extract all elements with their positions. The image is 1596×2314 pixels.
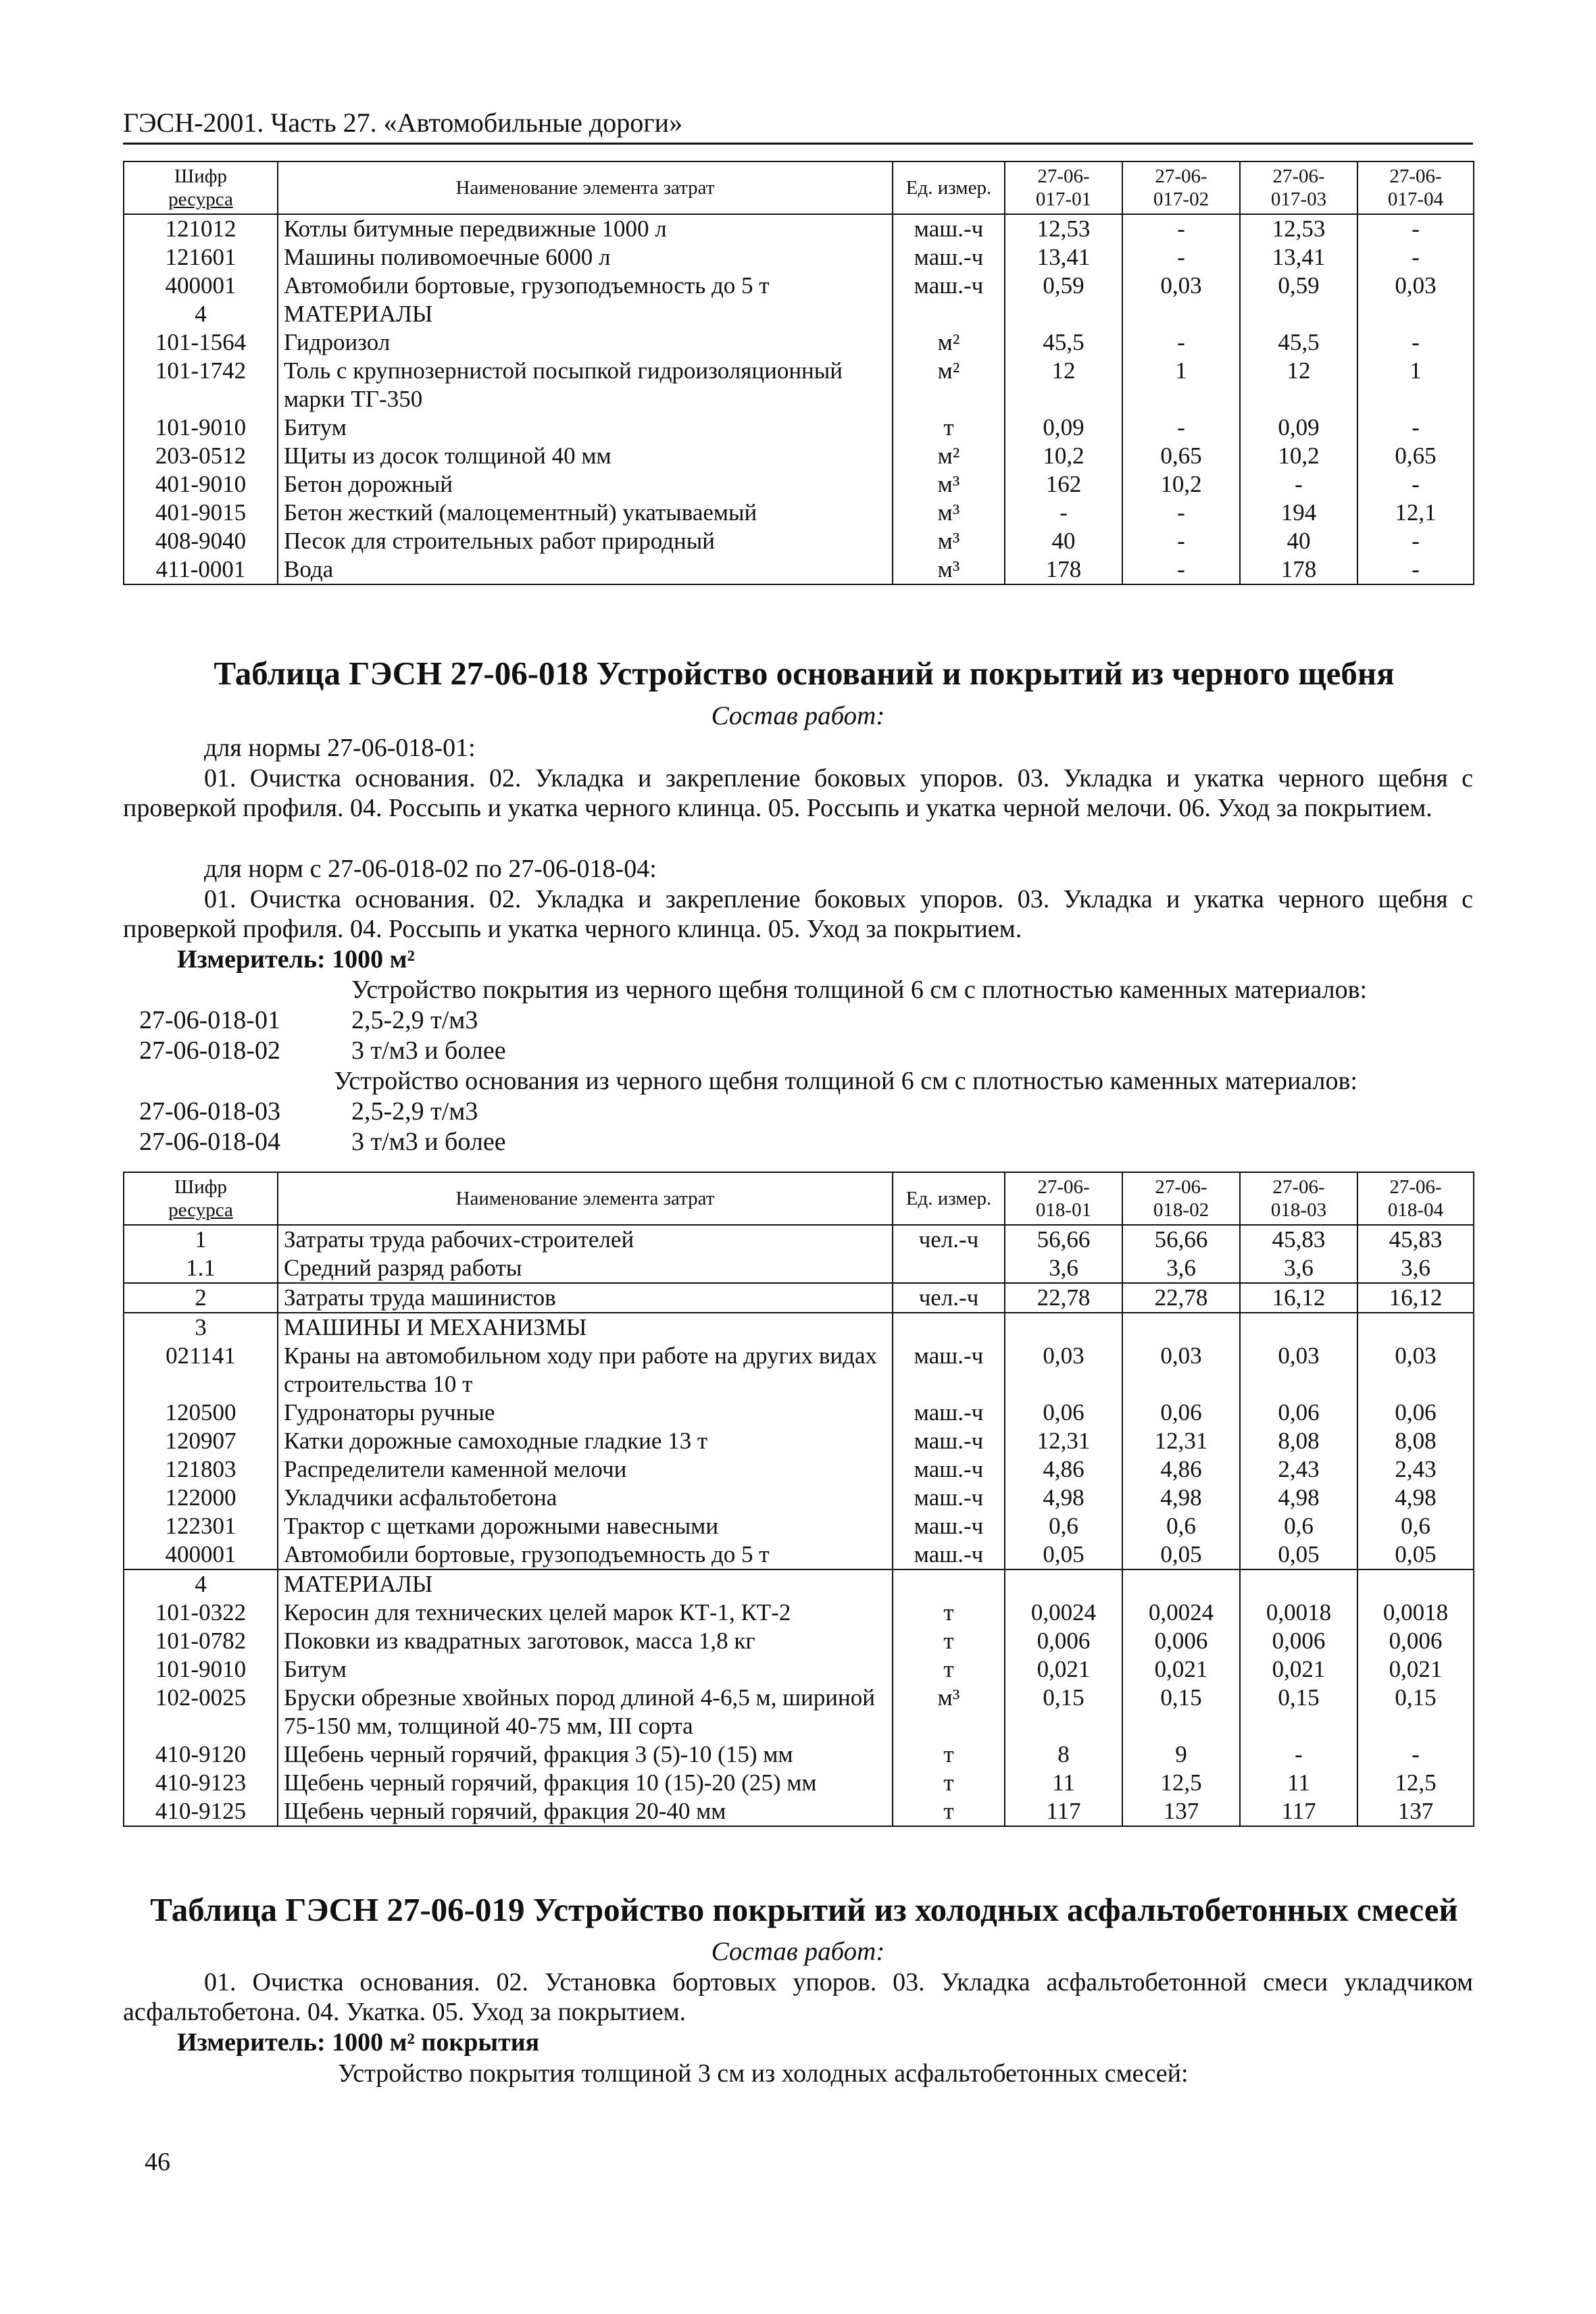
value-cell: 0,06 bbox=[1240, 1399, 1357, 1427]
value-cell: 0,021 bbox=[1122, 1655, 1240, 1684]
value-cell: 0,59 bbox=[1240, 272, 1357, 300]
unit-of-measure: Измеритель: 1000 м² покрытия bbox=[177, 2028, 540, 2057]
value-cell bbox=[1005, 1313, 1122, 1342]
resource-name-cell: Затраты труда машинистов bbox=[278, 1283, 893, 1313]
value-cell: 162 bbox=[1005, 470, 1122, 499]
value-cell: 0,65 bbox=[1357, 442, 1474, 470]
col-header-norm: 27-06- 018-04 bbox=[1357, 1172, 1474, 1225]
value-cell: 0,006 bbox=[1005, 1627, 1122, 1655]
value-cell: 4,98 bbox=[1240, 1484, 1357, 1512]
value-cell: - bbox=[1357, 555, 1474, 584]
value-cell: 12 bbox=[1005, 357, 1122, 413]
norm-code: 27-06-018-03 bbox=[139, 1097, 280, 1126]
unit-cell: т bbox=[893, 1655, 1005, 1684]
value-cell: 0,021 bbox=[1240, 1655, 1357, 1684]
value-cell: 0,6 bbox=[1357, 1512, 1474, 1540]
table-row bbox=[124, 1627, 1474, 1655]
value-cell: 0,021 bbox=[1005, 1655, 1122, 1684]
norm-group-heading: Устройство основания из черного щебня толщиной 6 см с плотностью каменных материалов: bbox=[334, 1067, 1357, 1095]
value-cell: 117 bbox=[1005, 1797, 1122, 1826]
resource-name-cell: Гидроизол bbox=[278, 328, 893, 357]
value-cell: 0,05 bbox=[1357, 1540, 1474, 1569]
table-row bbox=[124, 413, 1474, 442]
norm-description: 3 т/м3 и более bbox=[351, 1128, 506, 1156]
value-cell: 0,06 bbox=[1357, 1399, 1474, 1427]
page-number: 46 bbox=[145, 2148, 170, 2176]
value-cell: 137 bbox=[1357, 1797, 1474, 1826]
resource-name-cell: Битум bbox=[278, 413, 893, 442]
value-cell: - bbox=[1357, 328, 1474, 357]
resource-code-cell: 121601 bbox=[124, 243, 278, 272]
resource-code-cell: 121803 bbox=[124, 1455, 278, 1484]
value-cell: 45,5 bbox=[1005, 328, 1122, 357]
value-cell: 0,6 bbox=[1005, 1512, 1122, 1540]
resource-name-cell: Щебень черный горячий, фракция 10 (15)-20 (25) мм bbox=[278, 1769, 893, 1797]
resource-code-cell: 3 bbox=[124, 1313, 278, 1342]
table-row bbox=[124, 1427, 1474, 1455]
unit-cell: м² bbox=[893, 328, 1005, 357]
table-row bbox=[124, 1769, 1474, 1797]
value-cell: 40 bbox=[1005, 527, 1122, 555]
work-composition-text: 01. Очистка основания. 02. Установка бортовых упоров. 03. Укладка асфальтобетонной смеси укладчиком асфальтобетона. 04. Укатка. 05. Уход за покрытием. bbox=[123, 1968, 1473, 2026]
resource-code-cell: 203-0512 bbox=[124, 442, 278, 470]
value-cell: - bbox=[1357, 1740, 1474, 1769]
resource-name-cell: Поковки из квадратных заготовок, масса 1,8 кг bbox=[278, 1627, 893, 1655]
value-cell: 4,98 bbox=[1357, 1484, 1474, 1512]
value-cell: 1 bbox=[1122, 357, 1240, 413]
table-row bbox=[124, 1399, 1474, 1427]
resource-code-cell: 401-9015 bbox=[124, 499, 278, 527]
unit-cell: м² bbox=[893, 442, 1005, 470]
resource-name-cell: Гудронаторы ручные bbox=[278, 1399, 893, 1427]
resource-name-cell: Автомобили бортовые, грузоподъемность до 5 т bbox=[278, 1540, 893, 1569]
col-header-norm: 27-06- 018-02 bbox=[1122, 1172, 1240, 1225]
unit-cell: м³ bbox=[893, 470, 1005, 499]
resource-name-cell: Машины поливомоечные 6000 л bbox=[278, 243, 893, 272]
table-row bbox=[124, 1599, 1474, 1627]
unit-cell: т bbox=[893, 1797, 1005, 1826]
value-cell: 8,08 bbox=[1357, 1427, 1474, 1455]
value-cell bbox=[1005, 300, 1122, 328]
unit-cell: маш.-ч bbox=[893, 214, 1005, 243]
resource-code-cell: 2 bbox=[124, 1283, 278, 1313]
resource-code-cell: 121012 bbox=[124, 214, 278, 243]
table-row bbox=[124, 328, 1474, 357]
value-cell: 4,86 bbox=[1005, 1455, 1122, 1484]
table-row bbox=[124, 243, 1474, 272]
value-cell: 4,98 bbox=[1122, 1484, 1240, 1512]
table-header-row bbox=[124, 1172, 1474, 1225]
value-cell bbox=[1240, 1313, 1357, 1342]
value-cell: 0,05 bbox=[1005, 1540, 1122, 1569]
value-cell: 194 bbox=[1240, 499, 1357, 527]
unit-cell: чел.-ч bbox=[893, 1283, 1005, 1313]
table-row bbox=[124, 1684, 1474, 1740]
table-row bbox=[124, 272, 1474, 300]
value-cell bbox=[1122, 1569, 1240, 1599]
table-row bbox=[124, 1512, 1474, 1540]
table-row bbox=[124, 214, 1474, 243]
table-body bbox=[124, 1225, 1474, 1826]
value-cell: 10,2 bbox=[1240, 442, 1357, 470]
unit-cell: маш.-ч bbox=[893, 1399, 1005, 1427]
value-cell: 0,15 bbox=[1357, 1684, 1474, 1740]
resource-name-cell: Котлы битумные передвижные 1000 л bbox=[278, 214, 893, 243]
col-header-norm: 27-06- 018-01 bbox=[1005, 1172, 1122, 1225]
norm-group-heading: Устройство покрытия толщиной 3 см из холодных асфальтобетонных смесей: bbox=[338, 2059, 1189, 2088]
table-row bbox=[124, 442, 1474, 470]
value-cell: 0,05 bbox=[1240, 1540, 1357, 1569]
value-cell: 0,0018 bbox=[1240, 1599, 1357, 1627]
value-cell: 56,66 bbox=[1005, 1225, 1122, 1254]
resource-code-cell: 120907 bbox=[124, 1427, 278, 1455]
value-cell: 2,43 bbox=[1240, 1455, 1357, 1484]
resource-code-cell: 101-9010 bbox=[124, 413, 278, 442]
resource-code-cell: 410-9125 bbox=[124, 1797, 278, 1826]
resource-name-cell: Бруски обрезные хвойных пород длиной 4-6,5 м, шириной 75-150 мм, толщиной 40-75 мм, III сорта bbox=[278, 1684, 893, 1740]
value-cell: 12,5 bbox=[1357, 1769, 1474, 1797]
table-row bbox=[124, 1655, 1474, 1684]
value-cell: 0,03 bbox=[1357, 1342, 1474, 1399]
value-cell: 0,03 bbox=[1005, 1342, 1122, 1399]
value-cell: 0,03 bbox=[1240, 1342, 1357, 1399]
resource-code-cell: 101-0322 bbox=[124, 1599, 278, 1627]
value-cell: 12 bbox=[1240, 357, 1357, 413]
running-header-text: ГЭСН-2001. Часть 27. «Автомобильные дороги» bbox=[123, 107, 683, 138]
col-header-norm: 27-06- 017-03 bbox=[1240, 161, 1357, 214]
value-cell: 0,0018 bbox=[1357, 1599, 1474, 1627]
value-cell: 8,08 bbox=[1240, 1427, 1357, 1455]
value-cell: 13,41 bbox=[1240, 243, 1357, 272]
table-row bbox=[124, 357, 1474, 413]
value-cell bbox=[1005, 1569, 1122, 1599]
resource-code-cell: 411-0001 bbox=[124, 555, 278, 584]
norm-code: 27-06-018-04 bbox=[139, 1128, 280, 1156]
resource-code-cell: 102-0025 bbox=[124, 1684, 278, 1740]
value-cell: 4,86 bbox=[1122, 1455, 1240, 1484]
value-cell: - bbox=[1122, 413, 1240, 442]
work-composition-text: 01. Очистка основания. 02. Укладка и закрепление боковых упоров. 03. Укладка и укатка черного щебня с проверкой профиля. 04. Россыпь и укатка черного клинца. 05. Россыпь и укатка черной мелочи. 06. Уход за покрытием. bbox=[123, 764, 1473, 822]
norm-group-heading: Устройство покрытия из черного щебня толщиной 6 см с плотностью каменных материалов: bbox=[351, 976, 1368, 1004]
value-cell: 0,6 bbox=[1240, 1512, 1357, 1540]
col-header-norm: 27-06- 017-02 bbox=[1122, 161, 1240, 214]
table-title-018: Таблица ГЭСН 27-06-018 Устройство оснований и покрытий из черного щебня bbox=[214, 655, 1395, 692]
value-cell: 12,31 bbox=[1005, 1427, 1122, 1455]
resource-name-cell: Керосин для технических целей марок КТ-1, КТ-2 bbox=[278, 1599, 893, 1627]
resource-name-cell: Бетон дорожный bbox=[278, 470, 893, 499]
resource-table-018 bbox=[123, 1172, 1474, 1827]
unit-cell: т bbox=[893, 1769, 1005, 1797]
value-cell: 45,83 bbox=[1357, 1225, 1474, 1254]
resource-name-cell: МАТЕРИАЛЫ bbox=[278, 1569, 893, 1599]
value-cell: 0,006 bbox=[1122, 1627, 1240, 1655]
norm-code: 27-06-018-01 bbox=[139, 1006, 280, 1034]
value-cell: 0,09 bbox=[1005, 413, 1122, 442]
value-cell: 45,5 bbox=[1240, 328, 1357, 357]
value-cell: - bbox=[1357, 214, 1474, 243]
value-cell: 12,5 bbox=[1122, 1769, 1240, 1797]
resource-code-cell: 400001 bbox=[124, 1540, 278, 1569]
value-cell: - bbox=[1240, 1740, 1357, 1769]
running-header bbox=[123, 107, 1473, 145]
value-cell: 0,59 bbox=[1005, 272, 1122, 300]
table-row bbox=[124, 1342, 1474, 1399]
norm-code: 27-06-018-02 bbox=[139, 1036, 280, 1065]
unit-cell: м³ bbox=[893, 1684, 1005, 1740]
value-cell bbox=[1357, 300, 1474, 328]
unit-cell: маш.-ч bbox=[893, 1455, 1005, 1484]
unit-cell: маш.-ч bbox=[893, 243, 1005, 272]
unit-cell: м³ bbox=[893, 499, 1005, 527]
resource-name-cell: МАШИНЫ И МЕХАНИЗМЫ bbox=[278, 1313, 893, 1342]
resource-name-cell: Затраты труда рабочих-строителей bbox=[278, 1225, 893, 1254]
norm-description: 3 т/м3 и более bbox=[351, 1036, 506, 1065]
resource-code-cell: 401-9010 bbox=[124, 470, 278, 499]
value-cell: 45,83 bbox=[1240, 1225, 1357, 1254]
value-cell: 0,006 bbox=[1357, 1627, 1474, 1655]
value-cell: - bbox=[1122, 499, 1240, 527]
value-cell: - bbox=[1357, 527, 1474, 555]
value-cell: 1 bbox=[1357, 357, 1474, 413]
resource-code-cell: 408-9040 bbox=[124, 527, 278, 555]
unit-cell: т bbox=[893, 1599, 1005, 1627]
unit-cell: т bbox=[893, 1740, 1005, 1769]
resource-code-cell: 101-1742 bbox=[124, 357, 278, 413]
table-row bbox=[124, 1797, 1474, 1826]
unit-cell: маш.-ч bbox=[893, 1540, 1005, 1569]
value-cell: 3,6 bbox=[1357, 1254, 1474, 1283]
value-cell: 4,98 bbox=[1005, 1484, 1122, 1512]
unit-cell: чел.-ч bbox=[893, 1225, 1005, 1254]
value-cell: 0,65 bbox=[1122, 442, 1240, 470]
value-cell bbox=[1357, 1313, 1474, 1342]
unit-cell: м³ bbox=[893, 527, 1005, 555]
value-cell: 0,6 bbox=[1122, 1512, 1240, 1540]
value-cell: - bbox=[1357, 470, 1474, 499]
value-cell: - bbox=[1122, 555, 1240, 584]
value-cell: 0,0024 bbox=[1005, 1599, 1122, 1627]
resource-code-cell: 101-1564 bbox=[124, 328, 278, 357]
resource-code-cell: 101-0782 bbox=[124, 1627, 278, 1655]
value-cell: 16,12 bbox=[1357, 1283, 1474, 1313]
table-row bbox=[124, 1455, 1474, 1484]
value-cell: - bbox=[1122, 214, 1240, 243]
col-header-norm: 27-06- 018-03 bbox=[1240, 1172, 1357, 1225]
resource-code-cell: 120500 bbox=[124, 1399, 278, 1427]
norm-description: 2,5-2,9 т/м3 bbox=[351, 1006, 478, 1034]
resource-name-cell: Краны на автомобильном ходу при работе на других видах строительства 10 т bbox=[278, 1342, 893, 1399]
value-cell bbox=[1357, 1569, 1474, 1599]
value-cell: 12,31 bbox=[1122, 1427, 1240, 1455]
resource-name-cell: МАТЕРИАЛЫ bbox=[278, 300, 893, 328]
value-cell: 0,15 bbox=[1122, 1684, 1240, 1740]
resource-name-cell: Битум bbox=[278, 1655, 893, 1684]
unit-cell: маш.-ч bbox=[893, 1342, 1005, 1399]
table-row bbox=[124, 1254, 1474, 1283]
value-cell: 56,66 bbox=[1122, 1225, 1240, 1254]
value-cell: 137 bbox=[1122, 1797, 1240, 1826]
table-body bbox=[124, 214, 1474, 584]
value-cell: - bbox=[1357, 413, 1474, 442]
value-cell: 117 bbox=[1240, 1797, 1357, 1826]
resource-table-017 bbox=[123, 161, 1474, 585]
value-cell: 0,006 bbox=[1240, 1627, 1357, 1655]
col-header-name: Наименование элемента затрат bbox=[278, 161, 893, 214]
table-row bbox=[124, 1225, 1474, 1254]
col-header-norm: 27-06- 017-04 bbox=[1357, 161, 1474, 214]
resource-code-cell: 4 bbox=[124, 300, 278, 328]
value-cell: 11 bbox=[1240, 1769, 1357, 1797]
value-cell: - bbox=[1240, 470, 1357, 499]
value-cell: 0,06 bbox=[1005, 1399, 1122, 1427]
value-cell: 22,78 bbox=[1122, 1283, 1240, 1313]
resource-name-cell: Песок для строительных работ природный bbox=[278, 527, 893, 555]
resource-code-cell: 101-9010 bbox=[124, 1655, 278, 1684]
unit-cell: м³ bbox=[893, 555, 1005, 584]
unit-cell: маш.-ч bbox=[893, 1484, 1005, 1512]
value-cell: 3,6 bbox=[1005, 1254, 1122, 1283]
value-cell: - bbox=[1122, 328, 1240, 357]
value-cell: 3,6 bbox=[1122, 1254, 1240, 1283]
resource-name-cell: Укладчики асфальтобетона bbox=[278, 1484, 893, 1512]
value-cell: - bbox=[1122, 527, 1240, 555]
col-header-code: Шифр ресурса bbox=[124, 161, 278, 214]
table-row bbox=[124, 527, 1474, 555]
section-row bbox=[124, 1313, 1474, 1342]
value-cell bbox=[1240, 1569, 1357, 1599]
value-cell: 0,03 bbox=[1357, 272, 1474, 300]
section-row bbox=[124, 1569, 1474, 1599]
resource-code-cell: 122301 bbox=[124, 1512, 278, 1540]
norm-scope-label: для нормы 27-06-018-01: bbox=[204, 734, 476, 762]
value-cell: 0,09 bbox=[1240, 413, 1357, 442]
value-cell: 0,03 bbox=[1122, 1342, 1240, 1399]
unit-cell: т bbox=[893, 413, 1005, 442]
resource-name-cell: Щебень черный горячий, фракция 3 (5)-10 (15) мм bbox=[278, 1740, 893, 1769]
section-row bbox=[124, 300, 1474, 328]
value-cell: 0,06 bbox=[1122, 1399, 1240, 1427]
resource-code-cell: 4 bbox=[124, 1569, 278, 1599]
resource-code-cell: 400001 bbox=[124, 272, 278, 300]
col-header-code: Шифр ресурса bbox=[124, 1172, 278, 1225]
value-cell bbox=[1122, 1313, 1240, 1342]
resource-name-cell: Распределители каменной мелочи bbox=[278, 1455, 893, 1484]
value-cell bbox=[1240, 300, 1357, 328]
value-cell: 8 bbox=[1005, 1740, 1122, 1769]
value-cell: 2,43 bbox=[1357, 1455, 1474, 1484]
value-cell: 12,1 bbox=[1357, 499, 1474, 527]
value-cell: 22,78 bbox=[1005, 1283, 1122, 1313]
unit-cell: маш.-ч bbox=[893, 1512, 1005, 1540]
resource-name-cell: Катки дорожные самоходные гладкие 13 т bbox=[278, 1427, 893, 1455]
value-cell: - bbox=[1357, 243, 1474, 272]
value-cell: 12,53 bbox=[1240, 214, 1357, 243]
resource-name-cell: Щиты из досок толщиной 40 мм bbox=[278, 442, 893, 470]
work-composition-label: Состав работ: bbox=[711, 701, 885, 730]
resource-name-cell: Бетон жесткий (малоцементный) укатываемый bbox=[278, 499, 893, 527]
col-header-unit: Ед. измер. bbox=[893, 1172, 1005, 1225]
table-row bbox=[124, 555, 1474, 584]
norm-scope-label: для норм с 27-06-018-02 по 27-06-018-04: bbox=[204, 855, 657, 883]
value-cell: - bbox=[1005, 499, 1122, 527]
resource-code-cell: 122000 bbox=[124, 1484, 278, 1512]
value-cell: 178 bbox=[1240, 555, 1357, 584]
table-row bbox=[124, 499, 1474, 527]
value-cell: 0,15 bbox=[1005, 1684, 1122, 1740]
value-cell: 178 bbox=[1005, 555, 1122, 584]
resource-code-cell: 1 bbox=[124, 1225, 278, 1254]
table-row bbox=[124, 1283, 1474, 1313]
value-cell: 40 bbox=[1240, 527, 1357, 555]
resource-name-cell: Трактор с щетками дорожными навесными bbox=[278, 1512, 893, 1540]
resource-name-cell: Толь с крупнозернистой посыпкой гидроизоляционный марки ТГ-350 bbox=[278, 357, 893, 413]
table-header-row bbox=[124, 161, 1474, 214]
unit-cell bbox=[893, 300, 1005, 328]
table-row bbox=[124, 1540, 1474, 1569]
value-cell: 0,021 bbox=[1357, 1655, 1474, 1684]
value-cell: 0,15 bbox=[1240, 1684, 1357, 1740]
work-composition-text: 01. Очистка основания. 02. Укладка и закрепление боковых упоров. 03. Укладка и укатка черного щебня с проверкой профиля. 04. Россыпь и укатка черного клинца. 05. Уход за покрытием. bbox=[123, 885, 1473, 943]
work-composition-label: Состав работ: bbox=[711, 1937, 885, 1966]
unit-of-measure: Измеритель: 1000 м² bbox=[177, 945, 415, 974]
resource-code-cell: 410-9120 bbox=[124, 1740, 278, 1769]
value-cell: 0,05 bbox=[1122, 1540, 1240, 1569]
table-row bbox=[124, 470, 1474, 499]
value-cell: 0,0024 bbox=[1122, 1599, 1240, 1627]
resource-code-cell: 021141 bbox=[124, 1342, 278, 1399]
value-cell: - bbox=[1122, 243, 1240, 272]
table-title-019: Таблица ГЭСН 27-06-019 Устройство покрытий из холодных асфальтобетонных смесей bbox=[150, 1891, 1458, 1928]
unit-cell bbox=[893, 1313, 1005, 1342]
unit-cell bbox=[893, 1569, 1005, 1599]
unit-cell: маш.-ч bbox=[893, 1427, 1005, 1455]
unit-cell: т bbox=[893, 1627, 1005, 1655]
unit-cell: маш.-ч bbox=[893, 272, 1005, 300]
value-cell: 11 bbox=[1005, 1769, 1122, 1797]
col-header-unit: Ед. измер. bbox=[893, 161, 1005, 214]
value-cell bbox=[1122, 300, 1240, 328]
value-cell: 10,2 bbox=[1005, 442, 1122, 470]
resource-name-cell: Средний разряд работы bbox=[278, 1254, 893, 1283]
value-cell: 10,2 bbox=[1122, 470, 1240, 499]
col-header-norm: 27-06- 017-01 bbox=[1005, 161, 1122, 214]
value-cell: 16,12 bbox=[1240, 1283, 1357, 1313]
resource-name-cell: Щебень черный горячий, фракция 20-40 мм bbox=[278, 1797, 893, 1826]
value-cell: 9 bbox=[1122, 1740, 1240, 1769]
resource-code-cell: 410-9123 bbox=[124, 1769, 278, 1797]
col-header-name: Наименование элемента затрат bbox=[278, 1172, 893, 1225]
table-row bbox=[124, 1484, 1474, 1512]
resource-name-cell: Автомобили бортовые, грузоподъемность до 5 т bbox=[278, 272, 893, 300]
value-cell: 0,03 bbox=[1122, 272, 1240, 300]
value-cell: 13,41 bbox=[1005, 243, 1122, 272]
value-cell: 12,53 bbox=[1005, 214, 1122, 243]
resource-code-cell: 1.1 bbox=[124, 1254, 278, 1283]
unit-cell bbox=[893, 1254, 1005, 1283]
value-cell: 3,6 bbox=[1240, 1254, 1357, 1283]
norm-description: 2,5-2,9 т/м3 bbox=[351, 1097, 478, 1126]
unit-cell: м² bbox=[893, 357, 1005, 413]
resource-name-cell: Вода bbox=[278, 555, 893, 584]
table-row bbox=[124, 1740, 1474, 1769]
